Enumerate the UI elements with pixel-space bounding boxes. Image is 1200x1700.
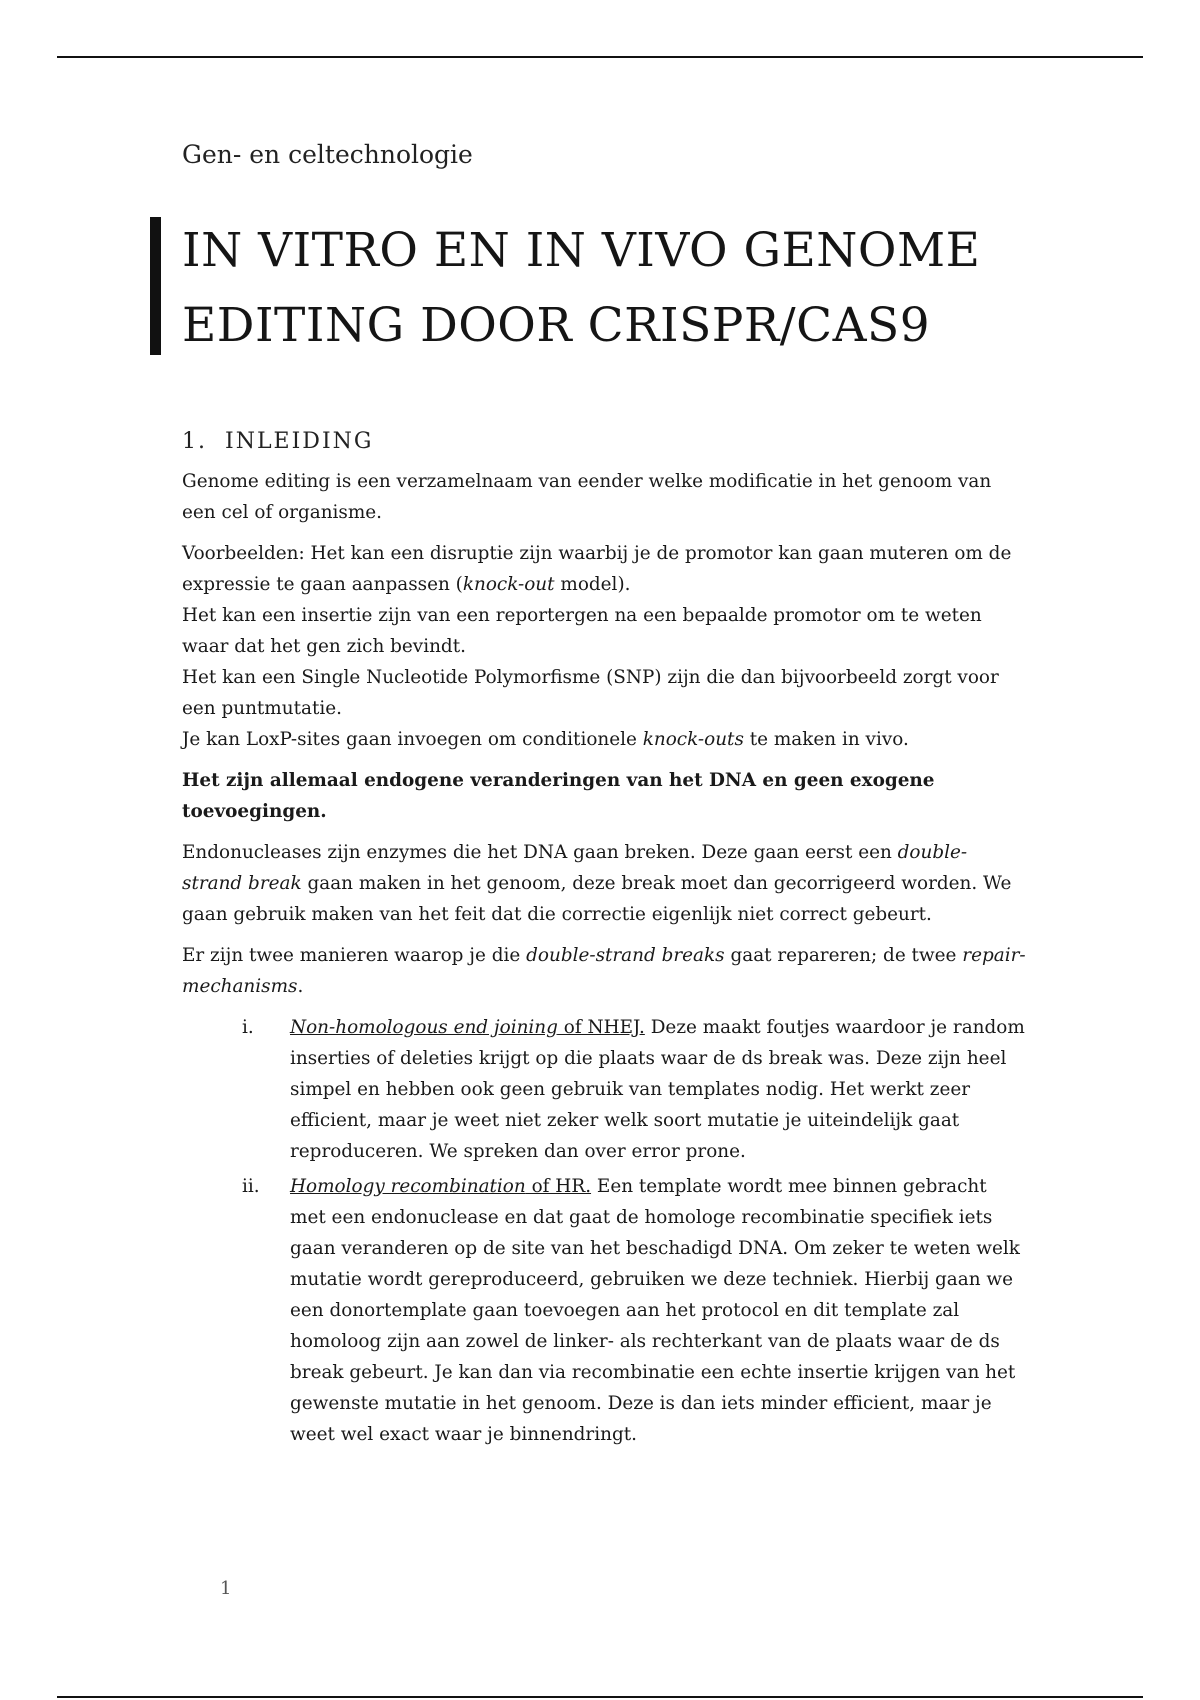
bold-statement-text: Het zijn allemaal endogene veranderingen van het DNA en geen exogene toevoegingen. <box>182 770 935 822</box>
repair-em-1: double-strand breaks <box>526 945 725 966</box>
list-number: ii. <box>242 1176 260 1197</box>
endonucleases-text-a: Endonucleases zijn enzymes die het DNA gaan breken. Deze gaan eerst een <box>182 842 898 863</box>
examples-em-1: knock-out <box>462 574 555 595</box>
list-number: i. <box>242 1017 254 1038</box>
repair-paragraph <box>182 940 1027 1002</box>
repair-text-b: gaat repareren; de twee <box>724 945 963 966</box>
examples-text-1b: model). <box>554 574 631 595</box>
section-heading <box>182 429 1027 454</box>
examples-paragraph <box>182 538 1027 755</box>
title-block <box>182 213 1027 363</box>
examples-em-4: knock-outs <box>642 729 744 750</box>
section-number: 1. <box>182 429 207 454</box>
bold-statement <box>182 765 1027 827</box>
repair-text-c: . <box>297 976 304 997</box>
repair-em-2: repair-mechanisms <box>182 945 1026 997</box>
page-number: 1 <box>220 1578 232 1599</box>
list-term-em: Non-homologous end joining <box>290 1017 558 1038</box>
endonucleases-paragraph <box>182 837 1027 930</box>
list-term-rest: of HR. <box>525 1176 592 1197</box>
examples-text-1a: Voorbeelden: Het kan een disruptie zijn waarbij je de promotor kan gaan muteren om de expressie te gaan aanpassen ( <box>182 543 1012 595</box>
list-item <box>182 1171 1027 1450</box>
list-term <box>290 1017 645 1038</box>
list-item <box>182 1012 1027 1167</box>
examples-text-3: Het kan een Single Nucleotide Polymorfisme (SNP) zijn die dan bijvoorbeeld zorgt voor een puntmutatie. <box>182 667 999 719</box>
repair-text-a: Er zijn twee manieren waarop je die <box>182 945 527 966</box>
examples-text-4a: Je kan LoxP-sites gaan invoegen om conditionele <box>182 729 643 750</box>
list-term <box>290 1176 591 1197</box>
document-page <box>182 140 1027 1454</box>
examples-text-2: Het kan een insertie zijn van een reportergen na een bepaalde promotor om te weten waar dat het gen zich bevindt. <box>182 605 982 657</box>
top-rule <box>57 56 1143 58</box>
endonucleases-text-b: gaan maken in het genoom, deze break moet dan gecorrigeerd worden. We gaan gebruik maken van het feit dat die correctie eigenlijk niet correct gebeurt. <box>182 873 1012 925</box>
document-title <box>182 213 1027 363</box>
list-text: Deze maakt foutjes waardoor je random inserties of deleties krijgt op die plaats waar de ds break was. Deze zijn heel simpel en hebben ook geen gebruik van templates nodig. Het werkt zeer efficient, maar je weet niet zeker welk soort mutatie je uiteindelijk gaat reproduceren. We spreken dan over error prone. <box>290 1017 1025 1162</box>
bottom-rule <box>57 1696 1143 1698</box>
list-term-rest: of NHEJ. <box>557 1017 645 1038</box>
endonucleases-em: double-strand break <box>182 842 968 894</box>
list-term-em: Homology recombination <box>290 1176 526 1197</box>
repair-mechanisms-list <box>182 1012 1027 1450</box>
title-line-2: EDITING DOOR CRISPR/CAS9 <box>182 298 931 353</box>
list-text: Een template wordt mee binnen gebracht met een endonuclease en dat gaat de homologe recombinatie specifiek iets gaan veranderen op de site van het beschadigd DNA. Om zeker te weten welk mutatie wordt gereproduceerd, gebruiken we deze techniek. Hierbij gaan we een donortemplate gaan toevoegen aan het protocol en dit template zal homoloog zijn aan zowel de linker- als rechterkant van de plaats waar de ds break gebeurt. Je kan dan via recombinatie een echte insertie krijgen van het gewenste mutatie in het genoom. Deze is dan iets minder efficient, maar je weet wel exact waar je binnendringt. <box>290 1176 1020 1445</box>
course-header: Gen- en celtechnologie <box>182 140 473 169</box>
examples-text-4b: te maken in vivo. <box>743 729 909 750</box>
section-title: INLEIDING <box>225 429 374 454</box>
title-line-1: IN VITRO EN IN VIVO GENOME <box>182 223 981 278</box>
title-accent-bar <box>150 217 161 355</box>
intro-paragraph: Genome editing is een verzamelnaam van eender welke modificatie in het genoom van een cel of organisme. <box>182 471 992 523</box>
